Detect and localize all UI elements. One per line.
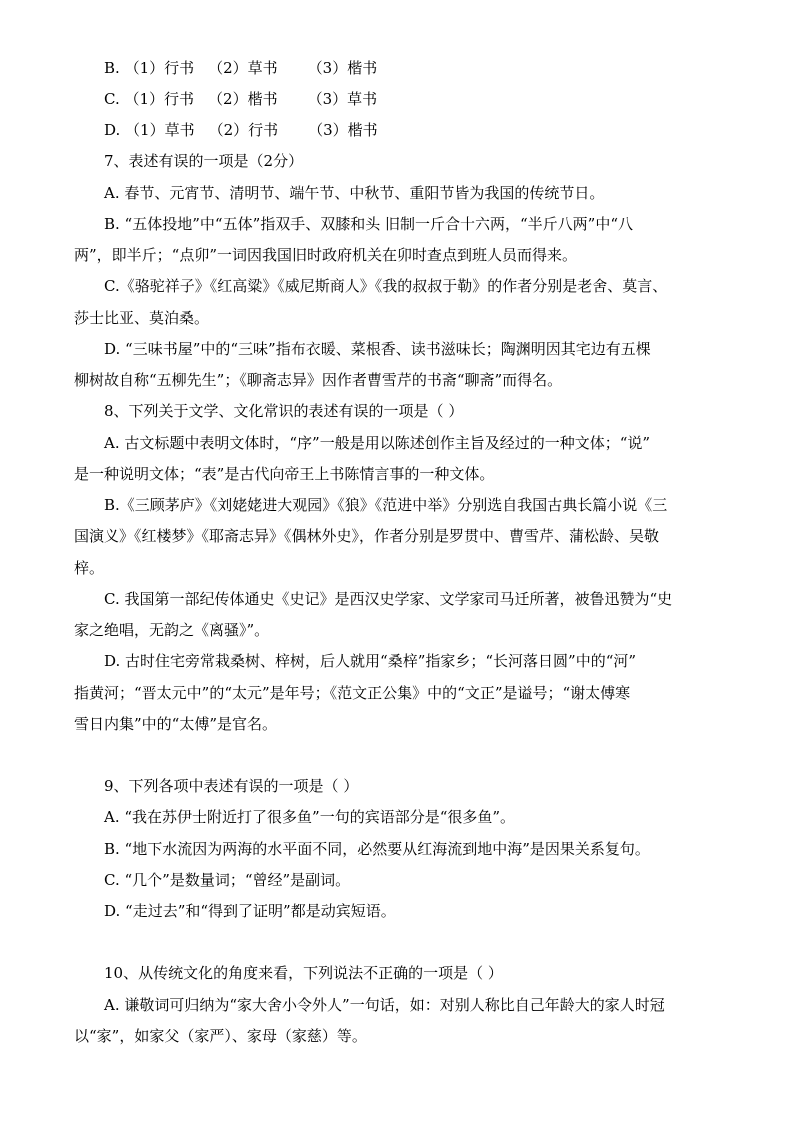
q8-option-d-line3: 雪日内集”中的“太傅”是官名。 <box>74 715 278 733</box>
q7-option-b-line1: B. “五体投地”中“五体”指双手、双膝和头 旧制一斤合十六两，“半斤八两”中“八 <box>104 215 634 233</box>
q9-option-b: B. “地下水流因为两海的水平面不同，必然要从红海流到地中海”是因果关系复句。 <box>104 840 650 858</box>
option-part: （2）行书 <box>208 121 279 139</box>
q7-option-b-line2: 两”，即半斤；“点卯”一词因我国旧时政府机关在卯时查点到班人员而得来。 <box>74 246 578 264</box>
option-part: （1）行书 <box>124 59 195 77</box>
q8-option-b-line3: 梓。 <box>74 559 105 577</box>
q10-option-a-line2: 以“家”，如家父（家严）、家母（家慈）等。 <box>74 1027 367 1045</box>
q7-option-d-line1: D. “三味书屋”中的“三味”指布衣暖、菜根香、读书滋味长；陶渊明因其宅边有五棵 <box>104 340 651 358</box>
q7-option-d-line2: 柳树故自称“五柳先生”；《聊斋志异》因作者曹雪芹的书斋“聊斋”而得名。 <box>74 371 563 389</box>
option-letter: C. <box>104 90 125 108</box>
option-part: （2）楷书 <box>208 90 278 108</box>
q8-option-b-line1: B.《三顾茅庐》《刘姥姥进大观园》《狼》《范进中举》分别选自我国古典长篇小说《三 <box>104 496 668 514</box>
q8-option-a-line1: A. 古文标题中表明文体时，“序”一般是用以陈述创作主旨及经过的一种文体；“说” <box>104 434 651 452</box>
option-part: （3）楷书 <box>308 121 378 139</box>
option-part: （3）草书 <box>307 90 378 108</box>
q6-option-b <box>104 58 377 78</box>
q8-stem: 8、下列关于文学、文化常识的表述有误的一项是（ ） <box>104 402 464 420</box>
q10-option-a-line1: A. 谦敬词可归纳为“家大舍小令外人”一句话，如：对别人称比自己年龄大的家人时冠 <box>104 996 665 1014</box>
option-part: （1）行书 <box>124 90 195 108</box>
option-part: （2）草书 <box>208 59 278 77</box>
q9-stem: 9、下列各项中表述有误的一项是（ ） <box>104 777 359 795</box>
q8-option-a-line2: 是一种说明文体；“表”是古代向帝王上书陈情言事的一种文体。 <box>74 465 495 483</box>
q10-stem: 10、从传统文化的角度来看，下列说法不正确的一项是（ ） <box>104 964 503 982</box>
option-part: （1）草书 <box>125 121 195 139</box>
q7-option-c-line1: C.《骆驼祥子》《红高粱》《威尼斯商人》《我的叔叔于勒》的作者分别是老舍、莫言、 <box>104 277 668 295</box>
q8-option-d-line2: 指黄河；“晋太元中”的“太元”是年号；《范文正公集》中的“文正”是谥号；“谢太傅寒 <box>74 684 631 702</box>
q6-option-c <box>104 89 377 109</box>
q7-stem: 7、表述有误的一项是（2分） <box>104 152 304 170</box>
q8-option-c-line2: 家之绝唱，无韵之《离骚》”。 <box>74 621 270 639</box>
q7-option-a: A. 春节、元宵节、清明节、端午节、中秋节、重阳节皆为我国的传统节日。 <box>104 184 605 202</box>
option-letter: B. <box>104 59 125 77</box>
q9-option-a: A. “我在苏伊士附近打了很多鱼”一句的宾语部分是“很多鱼”。 <box>104 808 516 826</box>
q8-option-c-line1: C. 我国第一部纪传体通史《史记》是西汉史学家、文学家司马迁所著，被鲁迅赞为“史 <box>104 590 673 608</box>
q7-option-c-line2: 莎士比亚、莫泊桑。 <box>74 309 210 327</box>
q8-option-b-line2: 国演义》《红楼梦》《耶斋志异》《偶林外史》，作者分别是罗贯中、曹雪芹、蒲松龄、吴敬 <box>74 527 660 545</box>
q9-option-c: C. “几个”是数量词；“曾经”是副词。 <box>104 871 351 889</box>
option-letter: D. <box>104 121 126 139</box>
option-part: （3）楷书 <box>307 59 378 77</box>
q9-option-d: D. “走过去”和“得到了证明”都是动宾短语。 <box>104 902 396 920</box>
q8-option-d-line1: D. 古时住宅旁常栽桑树、梓树，后人就用“桑梓”指家乡；“长河落日圆”中的“河” <box>104 652 637 670</box>
q6-option-d <box>104 120 378 140</box>
